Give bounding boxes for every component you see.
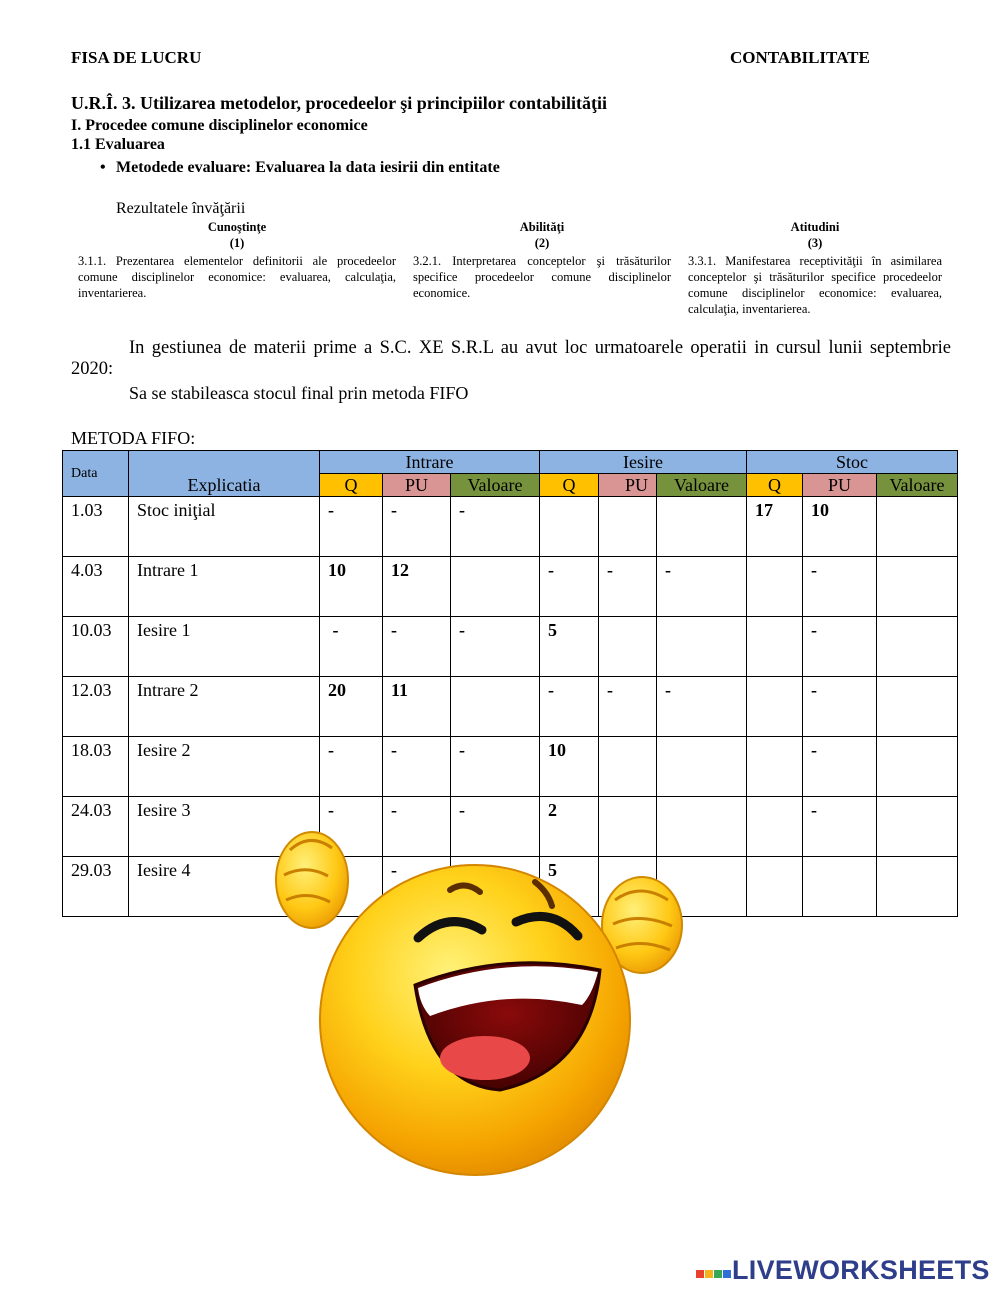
- cell-data: 10.03: [63, 617, 129, 677]
- cell-explicatia: Iesire 1: [129, 617, 320, 677]
- subsection-heading: 1.1 Evaluarea: [71, 136, 165, 153]
- cell-explicatia: Iesire 4: [129, 857, 320, 917]
- cell-value[interactable]: [747, 737, 803, 797]
- subheader-q: Q: [320, 474, 383, 497]
- cell-value[interactable]: [877, 737, 958, 797]
- cell-value[interactable]: 12: [383, 557, 451, 617]
- unit-title: U.R.Î. 3. Utilizarea metodelor, procedeelor şi principiilor contabilităţii: [71, 93, 607, 113]
- learning-outcomes-label: Rezultatele învăţării: [116, 200, 246, 217]
- header-intrare: Intrare: [320, 451, 540, 474]
- subheader-pu: PU: [803, 474, 877, 497]
- subheader-pu: PU: [599, 474, 657, 497]
- cell-value[interactable]: 2: [540, 797, 599, 857]
- cell-value[interactable]: -: [320, 737, 383, 797]
- bullet-icon: •: [100, 159, 106, 176]
- cell-explicatia: Iesire 3: [129, 797, 320, 857]
- cell-value[interactable]: -: [451, 797, 540, 857]
- cell-value[interactable]: [599, 737, 657, 797]
- laughing-emoji-icon: [270, 820, 700, 1210]
- cell-value[interactable]: -: [451, 497, 540, 557]
- cell-value[interactable]: -: [803, 557, 877, 617]
- table-row: [63, 737, 958, 797]
- left-fist: [276, 832, 348, 928]
- bullet-item: [100, 159, 500, 177]
- cell-value[interactable]: 17: [747, 497, 803, 557]
- bullet-text: Metodede evaluare: Evaluarea la data iesirii din entitate: [116, 159, 500, 176]
- cell-value[interactable]: [877, 857, 958, 917]
- cell-data: 18.03: [63, 737, 129, 797]
- cell-value[interactable]: [747, 857, 803, 917]
- cell-value[interactable]: -: [320, 797, 383, 857]
- table-row: [63, 617, 958, 677]
- cell-value[interactable]: [803, 857, 877, 917]
- problem-statement: In gestiunea de materii prime a S.C. XE S.R.L au avut loc urmatoarele operatii in cursul lunii septembrie 2020:: [71, 338, 951, 379]
- cell-explicatia: Intrare 2: [129, 677, 320, 737]
- liveworksheets-logo: [696, 1255, 990, 1286]
- cell-value[interactable]: [877, 677, 958, 737]
- cell-value[interactable]: 5: [540, 857, 599, 917]
- column-text-attitudes: 3.3.1. Manifestarea receptivităţii în asimilarea conceptelor şi trăsăturilor specifice procedeelor comune disciplinelor economice: evaluarea, calculaţia, inventarierea.: [688, 254, 942, 316]
- column-number: (3): [807, 236, 823, 250]
- cell-value[interactable]: [599, 617, 657, 677]
- worksheet-title: FISA DE LUCRU: [71, 48, 202, 67]
- header-explicatia: Explicatia: [129, 451, 320, 497]
- subheader-valoare: Valoare: [657, 474, 747, 497]
- cell-explicatia: Iesire 2: [129, 737, 320, 797]
- cell-value[interactable]: [877, 617, 958, 677]
- cell-data: 1.03: [63, 497, 129, 557]
- cell-value[interactable]: [747, 677, 803, 737]
- cell-value[interactable]: -: [320, 617, 383, 677]
- header-iesire: Iesire: [540, 451, 747, 474]
- column-text-knowledge: 3.1.1. Prezentarea elementelor definitorii ale procedeelor comune disciplinelor economice: evaluarea, calculaţia, inventarierea.: [78, 254, 396, 300]
- cell-explicatia: Stoc iniţial: [129, 497, 320, 557]
- cell-value[interactable]: [451, 677, 540, 737]
- column-title-attitudes: [688, 219, 942, 251]
- cell-data: 4.03: [63, 557, 129, 617]
- column-number: (2): [534, 236, 550, 250]
- cell-value[interactable]: [657, 737, 747, 797]
- cell-value[interactable]: -: [803, 737, 877, 797]
- cell-value[interactable]: -: [599, 677, 657, 737]
- cell-value[interactable]: -: [383, 497, 451, 557]
- logo-text: LIVEWORKSHEETS: [732, 1255, 990, 1285]
- cell-value[interactable]: [877, 557, 958, 617]
- header-stoc: Stoc: [747, 451, 958, 474]
- cell-value[interactable]: 20: [320, 677, 383, 737]
- column-title: Abilităţi: [519, 220, 565, 234]
- cell-value[interactable]: [877, 497, 958, 557]
- cell-value[interactable]: [451, 557, 540, 617]
- cell-value[interactable]: -: [803, 677, 877, 737]
- column-title: Atitudini: [790, 220, 840, 234]
- table-row: [63, 557, 958, 617]
- cell-value[interactable]: -: [540, 557, 599, 617]
- cell-value[interactable]: -: [383, 617, 451, 677]
- cell-value[interactable]: [657, 497, 747, 557]
- cell-value[interactable]: [747, 797, 803, 857]
- column-title-skills: [413, 219, 671, 251]
- column-number: (1): [229, 236, 245, 250]
- column-text-skills: 3.2.1. Interpretarea conceptelor şi trăsăturilor specifice procedeelor comune disciplinelor economice.: [413, 254, 671, 300]
- cell-value[interactable]: [657, 617, 747, 677]
- task-statement: Sa se stabileasca stocul final prin metoda FIFO: [129, 383, 469, 403]
- header-data: Data: [63, 451, 129, 497]
- column-title: Cunoştinţe: [207, 220, 267, 234]
- cell-value[interactable]: -: [451, 617, 540, 677]
- cell-value[interactable]: 5: [540, 617, 599, 677]
- subheader-q: Q: [747, 474, 803, 497]
- subheader-valoare: Valoare: [451, 474, 540, 497]
- cell-value[interactable]: -: [383, 797, 451, 857]
- cell-value[interactable]: -: [451, 737, 540, 797]
- subject-title: CONTABILITATE: [730, 48, 870, 67]
- table-row: [63, 677, 958, 737]
- cell-value[interactable]: -: [657, 677, 747, 737]
- cell-value[interactable]: -: [657, 557, 747, 617]
- cell-value[interactable]: [877, 797, 958, 857]
- table-row: [63, 497, 958, 557]
- cell-value[interactable]: [599, 497, 657, 557]
- cell-data: 29.03: [63, 857, 129, 917]
- cell-value[interactable]: -: [803, 797, 877, 857]
- subheader-pu: PU: [383, 474, 451, 497]
- cell-value[interactable]: -: [320, 497, 383, 557]
- cell-value[interactable]: 10: [320, 557, 383, 617]
- cell-value[interactable]: 10: [540, 737, 599, 797]
- cell-value[interactable]: [540, 497, 599, 557]
- subheader-valoare: Valoare: [877, 474, 958, 497]
- cell-value[interactable]: 11: [383, 677, 451, 737]
- cell-value[interactable]: -: [383, 857, 451, 917]
- method-label: METODA FIFO:: [71, 428, 196, 448]
- cell-value[interactable]: 10: [803, 497, 877, 557]
- column-title-knowledge: [78, 219, 396, 251]
- cell-data: 12.03: [63, 677, 129, 737]
- subheader-q: Q: [540, 474, 599, 497]
- cell-value[interactable]: [747, 557, 803, 617]
- cell-value[interactable]: -: [540, 677, 599, 737]
- cell-value[interactable]: -: [599, 557, 657, 617]
- cell-value[interactable]: [747, 617, 803, 677]
- cell-value[interactable]: -: [383, 737, 451, 797]
- section-heading: I. Procedee comune disciplinelor economice: [71, 117, 368, 134]
- cell-data: 24.03: [63, 797, 129, 857]
- cell-explicatia: Intrare 1: [129, 557, 320, 617]
- cell-value[interactable]: -: [803, 617, 877, 677]
